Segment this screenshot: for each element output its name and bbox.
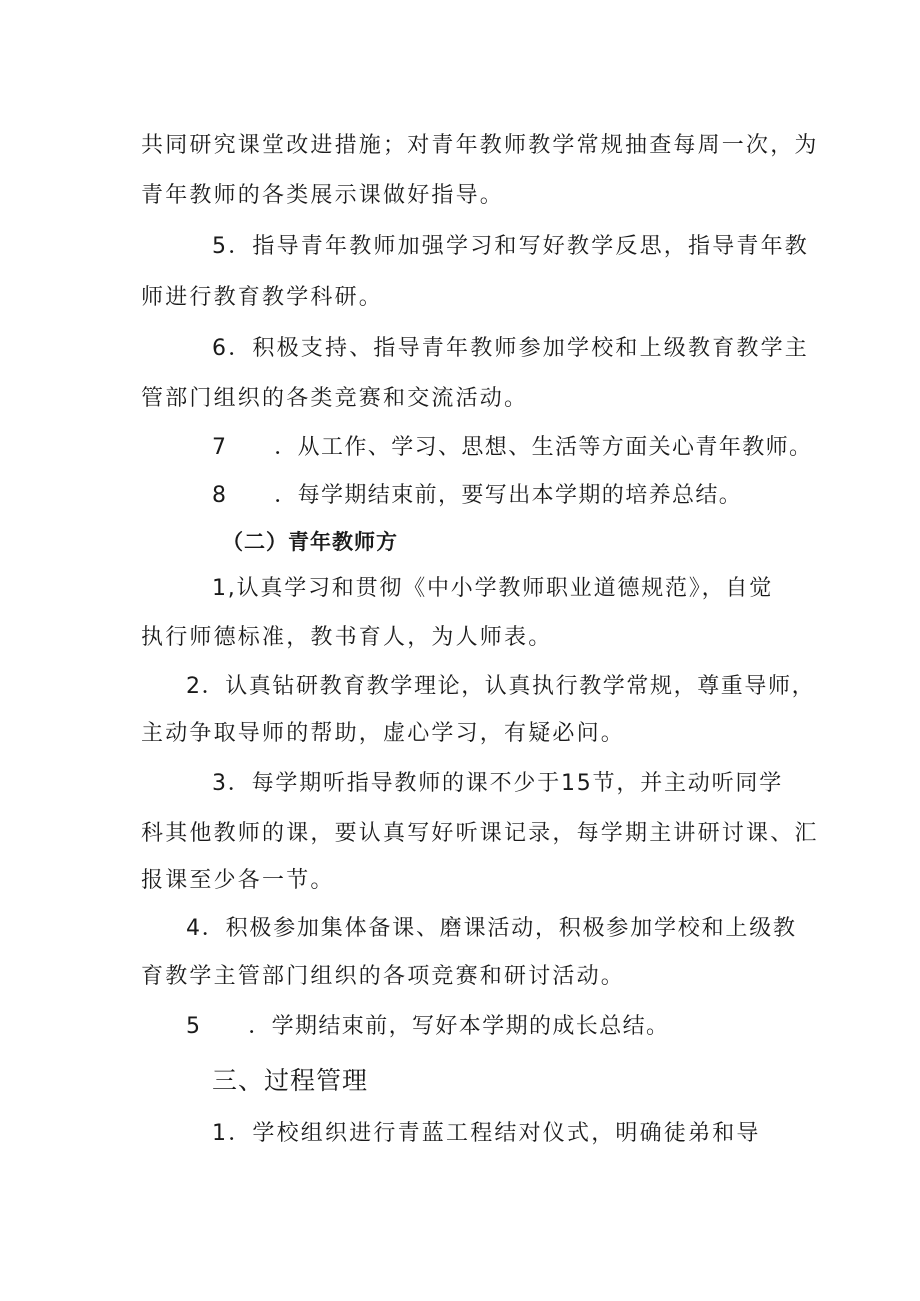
paragraph-line: 3．每学期听指导教师的课不少于15节，并主动听同学: [212, 771, 783, 796]
paragraph-line: 7 ．从工作、学习、思想、生活等方面关心青年教师。: [212, 435, 813, 460]
paragraph-line: 报课至少各一节。: [141, 868, 335, 893]
paragraph-line: 6．积极支持、指导青年教师参加学校和上级教育教学主: [212, 336, 809, 361]
paragraph-line: 共同研究课堂改进措施；对青年教师教学常规抽查每周一次，为: [141, 133, 819, 158]
paragraph-line: 4．积极参加集体备课、磨课活动，积极参加学校和上级教: [186, 916, 797, 941]
paragraph-line: 5．指导青年教师加强学习和写好教学反思，指导青年教: [212, 234, 809, 259]
paragraph-line: 科其他教师的课，要认真写好听课记录，每学期主讲研讨课、汇: [141, 821, 819, 846]
paragraph-line: 主动争取导师的帮助，虚心学习，有疑必问。: [141, 721, 626, 746]
paragraph-line: 执行师德标准，教书育人，为人师表。: [141, 625, 553, 650]
paragraph-line: 1．学校组织进行青蓝工程结对仪式，明确徒弟和导: [212, 1121, 761, 1146]
paragraph-line: 育教学主管部门组织的各项竞赛和研讨活动。: [141, 964, 626, 989]
section-heading: 三、过程管理: [212, 1066, 369, 1095]
section-subheading: （二）青年教师方: [222, 530, 398, 554]
paragraph-line: 2．认真钻研教育教学理论，认真执行教学常规，尊重导师，: [186, 674, 816, 699]
paragraph-line: 青年教师的各类展示课做好指导。: [141, 183, 505, 208]
paragraph-line: 1,认真学习和贯彻《中小学教师职业道德规范》，自觉: [212, 576, 773, 601]
paragraph-line: 管部门组织的各类竞赛和交流活动。: [141, 386, 529, 411]
paragraph-line: 5 ．学期结束前，写好本学期的成长总结。: [186, 1014, 670, 1039]
paragraph-line: 8 ．每学期结束前，要写出本学期的培养总结。: [212, 483, 743, 508]
paragraph-line: 师进行教育教学科研。: [141, 285, 384, 310]
